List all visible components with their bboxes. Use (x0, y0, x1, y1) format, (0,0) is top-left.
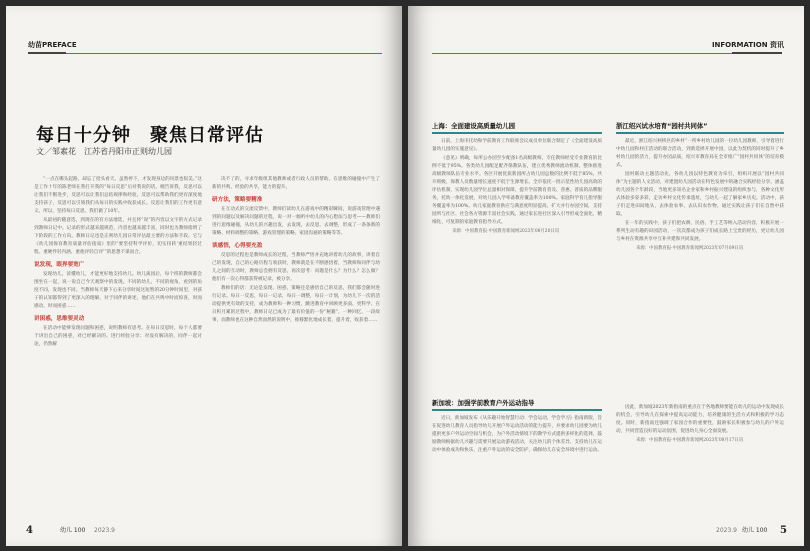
paragraph: 反思的过程也是教师成长的过程，当教师严悟并充地讲着幼儿的故事，讲着自己的发现，自己的心路历程与收获时，教师就是在不断感悟着，当教师和同伴与幼儿之间的互动时，教师总会拥有反思，再次思考：问题是什么？为什么？怎么做？他们有一次心得都获得被记录，被分享。 (212, 253, 380, 282)
news-title-shanghai: 上海：全面建设高质量幼儿园 (432, 122, 516, 130)
left-header-bar (28, 52, 66, 54)
paragraph: 因此，新加坡2023年新指南的重点在于各地教师要能在幼儿的运动中发现成长的机会，引导幼儿在探索中提高运动能力，培养健康的生活方式和积极的学习态度。同时，新指南还强调了家园合作的重要性，鼓励家长积极参与幼儿的户外运动，共同营造良好的运动氛围，促进幼儿身心全面发展。 (616, 405, 784, 434)
footer-magazine-right: 幼儿 100 (742, 527, 768, 534)
paragraph: 从最初的随意选，到现在的有方法地选，并且将“说”的内容以文字的方式记录到教师日记中。记录的形式越来越规范，内容也越来越丰富，同时也为教师指明了下阶段的工作方向。教师日记也是正则幼儿园日常评估最主要的方法和手段。它与《幼儿园保育教育质量评估指南》里的“要坚持科学评价，切实扭转‘重结果轻过程、重硬件轻内涵、重他评轻自评’”的思想不谋而合。 (34, 218, 202, 255)
left-page (6, 6, 402, 546)
article-title: 每日十分钟 聚焦日常评估 (36, 125, 264, 146)
news-body-singapore (432, 415, 602, 525)
footer-magazine-left: 幼儿 100 (60, 527, 86, 534)
news-title-rule (432, 132, 602, 134)
right-header-bar (732, 52, 782, 54)
section-heading: 谈感悟，心得要充盈 (212, 243, 263, 249)
paragraph: 在互动式的交流反馈中，教师们读幼儿在游戏中的精彩瞬间，说游戏管理中遇到的问题以及解决问题的过程，说一对一倾听中幼儿的内心想法与思考——教师们进行思维碰撞，从幼儿的兴趣出发，去发现，去反思，去调整，形成了一条条新的策略、材料调整的策略、游戏管理的策略、家园沟通的策略等等。 (212, 207, 380, 236)
paragraph: 教师们的话：无论是发现、困惑、策略还是感悟自己的反思，我们都会随时进行记录。每日一反思，每日一记录，每日一调整，每日一计划，为幼儿下一次的活动提供更有效的支持，成为教师和一种习惯，跳进教育中回顾更多面、更科学、在日积月累的过程中，教师日记已成为了最有价值的一份“秘籍”，一种回忆，一段故事，而教师也在这种自然而然的说明中，推移默化地成长着，提升着，收获着…… (212, 286, 380, 323)
news-source: 来源：中国教育报·中国教育新闻网2023年08月17日讯 (636, 438, 744, 443)
news-title-singapore: 新加坡：加强学前教育户外运动指导 (432, 399, 535, 407)
footer-issue-left: 2023.9 (94, 527, 115, 534)
right-header-label: INFORMATION 资讯 (711, 41, 784, 49)
section-heading: 讲困惑，思维要灵动 (34, 316, 85, 322)
article-column-2 (212, 176, 380, 528)
news-body-zhejiang (616, 138, 784, 338)
paragraph: 决不了的，寻求年级组其他教师或者行政人员的帮助。在思维的碰撞中产生了新的共鸣、经验的共享，能力的提升。 (212, 177, 380, 190)
news-source: 来源：中国教育报·中国教育新闻网2023年07月09日讯 (636, 246, 744, 251)
section-heading: 说发现，眼界要宽广 (34, 262, 85, 268)
paragraph: 最近，浙江绍兴柯桥区的乡村“一所乡村幼儿园的一位幼儿园教师，引导着进行中幼儿园和村庄活动的联合活动，到新选择开展中园，以此为契机的同时提升了乡村幼儿园的活力，提升办园品质，绍兴市教育局在全市推广“园村共同体”的培育模式。 (616, 139, 784, 168)
news-body-singapore-cont (616, 404, 784, 504)
paragraph: “一点在哪头起路，却忘了拾头看天。虽然停下，才发现身边的风景也很美。”这是工作十年的陈老师在我打开我的“每日反思”后对我说的话。她告诉我，反思可以让我们不断进步，反思可以让我们总结规律和经验，反思可以帮助我们更有深度地支持孩子，反思可以引领我们从每日的实践中收获成长。反思让我们的工作更有意义。所以，坚持每日反思，我们做了10年。 (34, 177, 202, 214)
page-number-left: 4 (26, 525, 33, 536)
article-column-1 (34, 176, 202, 528)
news-body-shanghai (432, 138, 602, 348)
news-title-zhejiang: 浙江绍兴试水培育“园村共同体” (616, 122, 708, 130)
news-title-rule (616, 132, 784, 134)
section-heading: 研方法，策略要精准 (212, 197, 263, 203)
paragraph: 日前，上海市托幼和学前教育工作联席会议成员单位联合制定了《全面建设高质量幼儿园的实施意见》。 (432, 139, 602, 152)
article-byline: 文／邹素花 江苏省丹阳市正则幼儿园 (36, 147, 172, 156)
footer-issue-right: 2023.9 (716, 527, 737, 534)
right-header-rule (432, 53, 732, 54)
paragraph: 《意见》明确，每所公办园至少配备1名高级教师，专任教师经受专业教育的比例不低于95%。各类幼儿园配足配齐保教队伍，建立优秀教师流动机制，整体推进高级教师队伍专业水平。各区开展优质新园所占幼儿园总数的比例不低于85%，共开班级，保教人员数量增长速度不低于生源增长。全市依托一批示范性幼儿园高效的评估机制，实现幼儿园学位总量相对保障，提升学前教育普及、普惠、普质的品牌服务。托幼一体化发展，对幼儿园入学率备教育覆盖率为100%。家庭科学育儿指导服务覆盖率为100%。幼儿家庭教育供应与满意度明显提高。扩大并行办园空间，支持园所与社区、社会各方资源丰富社会实践，通过家长进社区深入引导形成全面化、精细化、可复制的家庭教育指导方式。 (432, 156, 602, 225)
paragraph: 在一年的实践中，孩子们把农耕、民俗、手工艺等纳入活动内容，积极开展一系列生动有趣的田园活动，一次次都成为孩子们成长路上宝贵的经历，更让幼儿园与乡村在资源共享中互补共建和共同发展。 (616, 221, 784, 242)
right-page (408, 6, 804, 546)
paragraph: 近日，新加坡发布《从乐趣开始智慧行动：学会运动，学会学习》指南新版，旨在促进幼儿教育人员指导幼儿开展户外运动活动的能力提升，并要求幼儿园要为幼儿提供更多户外运动空间与机会，为户外活动情境下的教学方式提供多样化的选择，鼓励教师根据幼儿兴趣与需要开展运动游戏活动，关注幼儿的个体差异，支持幼儿在运动中体验成功和快乐，注重户外运动的安全防护，确保幼儿在安全环境中进行运动。 (432, 416, 602, 453)
page-number-right: 5 (780, 525, 787, 536)
news-source: 来源：中国教育报·中国教育新闻网2023年08月20日讯 (452, 229, 560, 234)
left-header-label: 幼苗PREFACE (28, 41, 77, 49)
paragraph: 在活动中能够发现问题和困惑，说明教师有思考。在每日反思时，每个人都要于讲出自己的困惑，对已经解决的、进行经验分享；对没有解决的，同伴一起讨论，仍然解 (34, 326, 202, 347)
news-title-rule (432, 409, 602, 411)
paragraph: 园村联动主题活动先，各幼儿园以特色教育为牵引，组织开展以“园村共同体”为主题的人文活动，对建置幼儿园活动在特色发展中的融合实践经验分享，涵盖幼儿园各个年龄段，当地更多知名企业家和乡村振兴建设的组织参与，各种文化形式体验多姿多彩，走访乡村文化传承遗址，与幼儿一起了解家乡历史。活动中，孩子们走进田间地头，去体验农事、去认识农作物，通过实践让孩子们在自然中获取。 (616, 172, 784, 217)
paragraph: 发现幼儿，读懂幼儿，才能更好地支持幼儿。幼儿离园后，每个班的教师都会围坐在一起，说一说自己今天观察中的发现。不同的幼儿，不同的视角，看到的角度不同，发现也不同。当教师每天静下心来分享时间这短暂的20分钟时间里，对孩子的认知都得到了更深入的理解，对于同伴的讲述，他们在共鸣中时而惊喜，时而感动，时而困惑…… (34, 272, 202, 309)
left-header-rule (66, 53, 382, 54)
